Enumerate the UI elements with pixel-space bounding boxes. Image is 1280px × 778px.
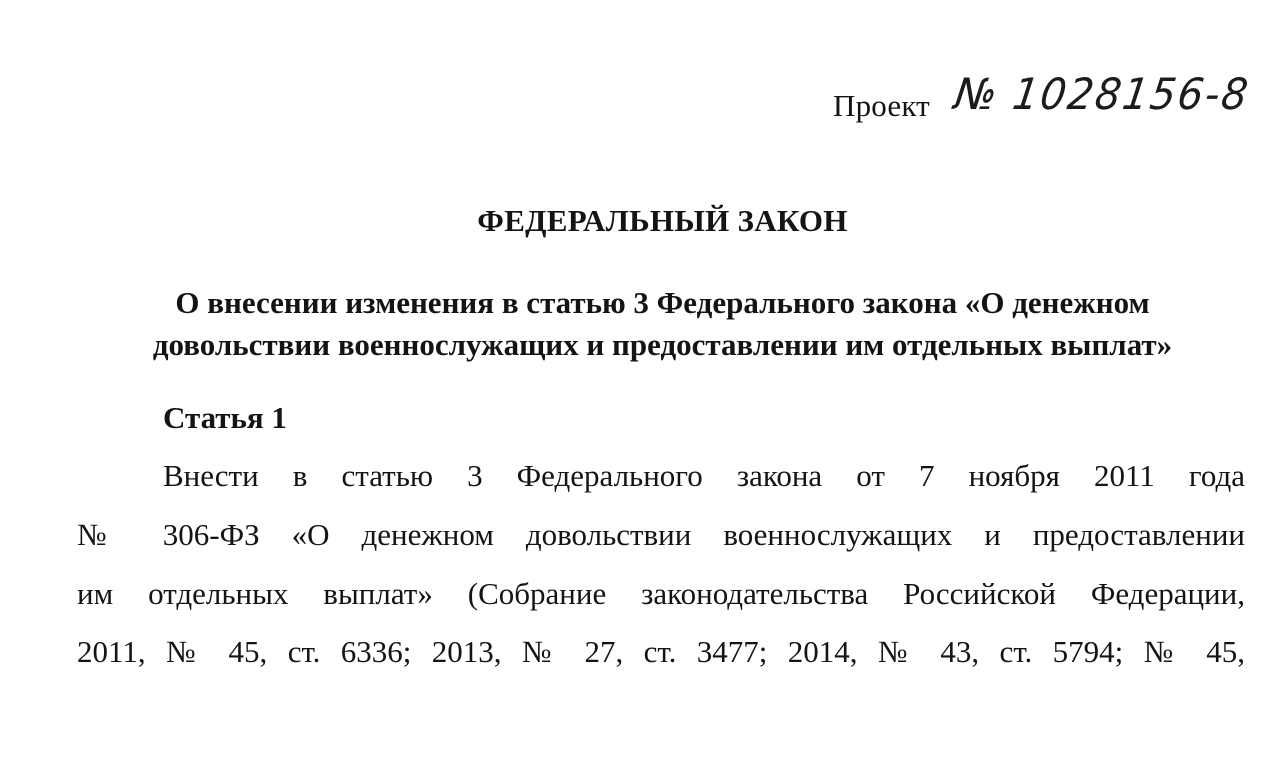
project-label: Проект: [833, 88, 930, 123]
law-title-line: О внесении изменения в статью 3 Федерального закона «О денежном: [175, 285, 1150, 320]
handwritten-project-number: № 1028156-8: [951, 70, 1253, 120]
law-title-line: довольствии военнослужащих и предоставлении им отдельных выплат»: [152, 327, 1173, 362]
law-title: [60, 282, 1265, 366]
body-text-line: 2011, № 45, ст. 6336; 2013, № 27, ст. 3477; 2014, № 43, ст. 5794; № 45,: [77, 634, 1245, 669]
body-text-line: Внести в статью 3 Федерального закона от 7 ноября 2011 года: [163, 458, 1245, 493]
article-heading: Статья 1: [163, 400, 287, 435]
body-text-line: им отдельных выплат» (Собрание законодательства Российской Федерации,: [77, 576, 1245, 611]
law-type-heading: ФЕДЕРАЛЬНЫЙ ЗАКОН: [477, 203, 848, 238]
body-text-line: № 306-ФЗ «О денежном довольствии военнослужащих и предоставлении: [77, 517, 1245, 552]
